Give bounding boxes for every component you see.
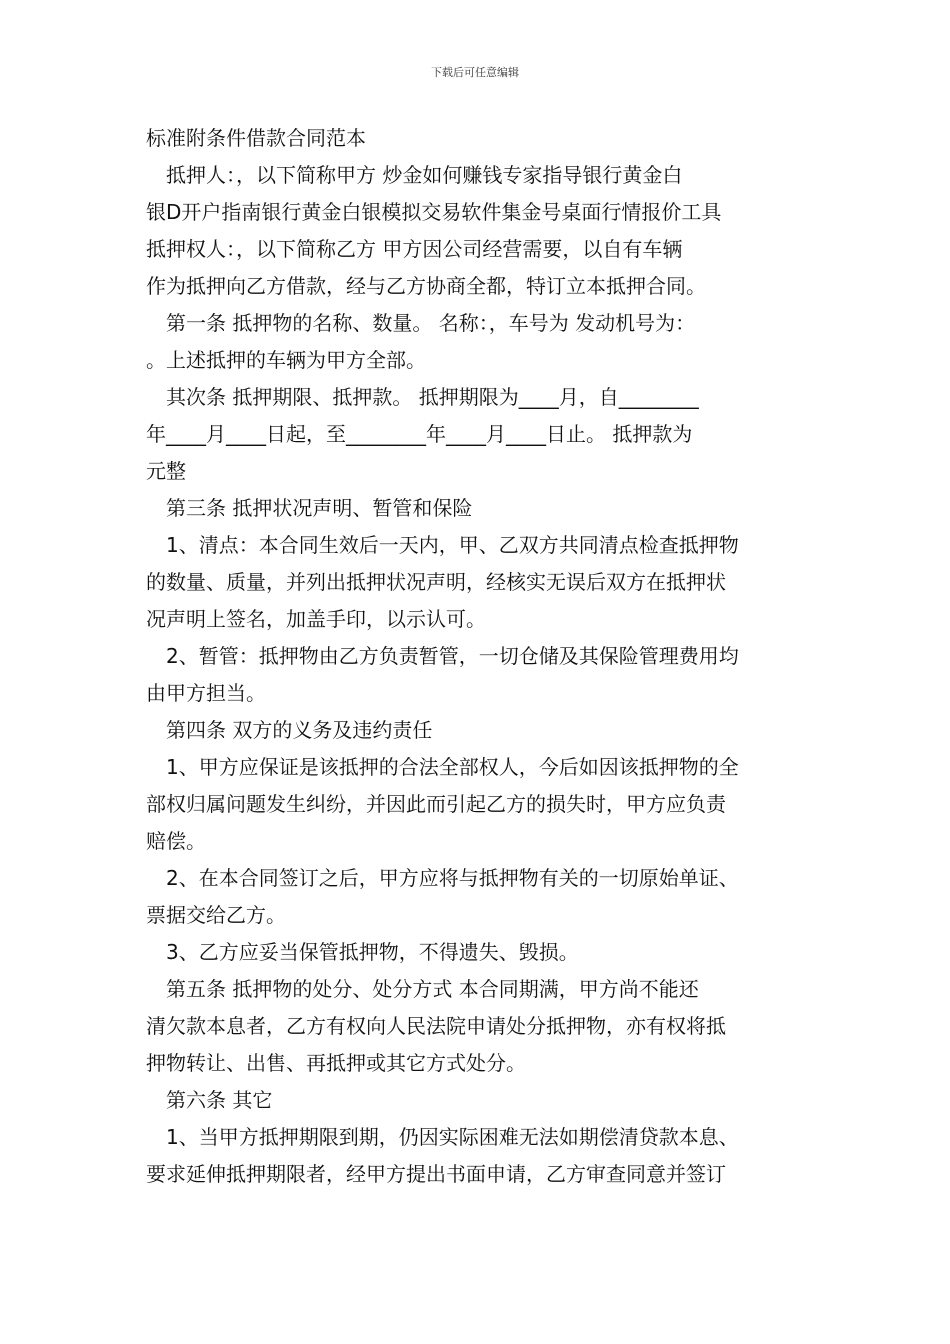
section-heading: 第四条 双方的义务及违约责任 — [166, 718, 433, 742]
paragraph-line: 2、暂管：抵押物由乙方负责暂管，一切仓储及其保险管理费用均 — [166, 644, 739, 668]
paragraph-line: 赔偿。 — [146, 829, 206, 853]
paragraph-line: 2、在本合同签订之后，甲方应将与抵押物有关的一切原始单证、 — [166, 866, 739, 890]
paragraph-line: 要求延伸抵押期限者，经甲方提出书面申请，乙方审查同意并签订 — [146, 1162, 726, 1186]
paragraph-line: 押物转让、出售、再抵押或其它方式处分。 — [146, 1051, 526, 1075]
paragraph-line: 清欠款本息者，乙方有权向人民法院申请处分抵押物，亦有权将抵 — [146, 1014, 726, 1038]
paragraph-line: 3、乙方应妥当保管抵押物，不得遗失、毁损。 — [166, 940, 579, 964]
paragraph-line: 1、当甲方抵押期限到期，仍因实际困难无法如期偿清贷款本息、 — [166, 1125, 739, 1149]
paragraph-line: 银D开户指南银行黄金白银模拟交易软件集金号桌面行情报价工具 — [146, 200, 722, 224]
paragraph-line: 1、甲方应保证是该抵押的合法全部权人，今后如因该抵押物的全 — [166, 755, 739, 779]
paragraph-line: 票据交给乙方。 — [146, 903, 286, 927]
section-heading: 第三条 抵押状况声明、暂管和保险 — [166, 496, 473, 520]
paragraph-line: 1、清点：本合同生效后一天内，甲、乙双方共同清点检查抵押物 — [166, 533, 739, 557]
paragraph-line: 由甲方担当。 — [146, 681, 266, 705]
page-header: 下载后可任意编辑 — [431, 66, 519, 79]
paragraph-line: 年____月____日起，至________年____月____日止。 抵押款为 — [146, 422, 693, 446]
paragraph-line: 的数量、质量，并列出抵押状况声明，经核实无误后双方在抵押状 — [146, 570, 726, 594]
paragraph-line: 第一条 抵押物的名称、数量。 名称：，车号为 发动机号为： — [166, 311, 696, 335]
document-title: 标准附条件借款合同范本 — [146, 126, 366, 150]
paragraph-line: 况声明上签名，加盖手印，以示认可。 — [146, 607, 486, 631]
paragraph-line: 元整 — [146, 459, 186, 483]
paragraph-line: 部权归属问题发生纠纷，并因此而引起乙方的损失时，甲方应负责 — [146, 792, 726, 816]
paragraph-line: 作为抵押向乙方借款，经与乙方协商全都，特订立本抵押合同。 — [146, 274, 706, 298]
paragraph-line: 其次条 抵押期限、抵押款。 抵押期限为____月，自________ — [166, 385, 699, 409]
paragraph-line: 。上述抵押的车辆为甲方全部。 — [146, 348, 426, 372]
document-body — [146, 120, 810, 1193]
paragraph-line: 第五条 抵押物的处分、处分方式 本合同期满，甲方尚不能还 — [166, 977, 699, 1001]
section-heading: 第六条 其它 — [166, 1088, 273, 1112]
paragraph-line: 抵押人：，以下简称甲方 炒金如何赚钱专家指导银行黄金白 — [166, 163, 683, 187]
paragraph-line: 抵押权人：，以下简称乙方 甲方因公司经营需要，以自有车辆 — [146, 237, 683, 261]
